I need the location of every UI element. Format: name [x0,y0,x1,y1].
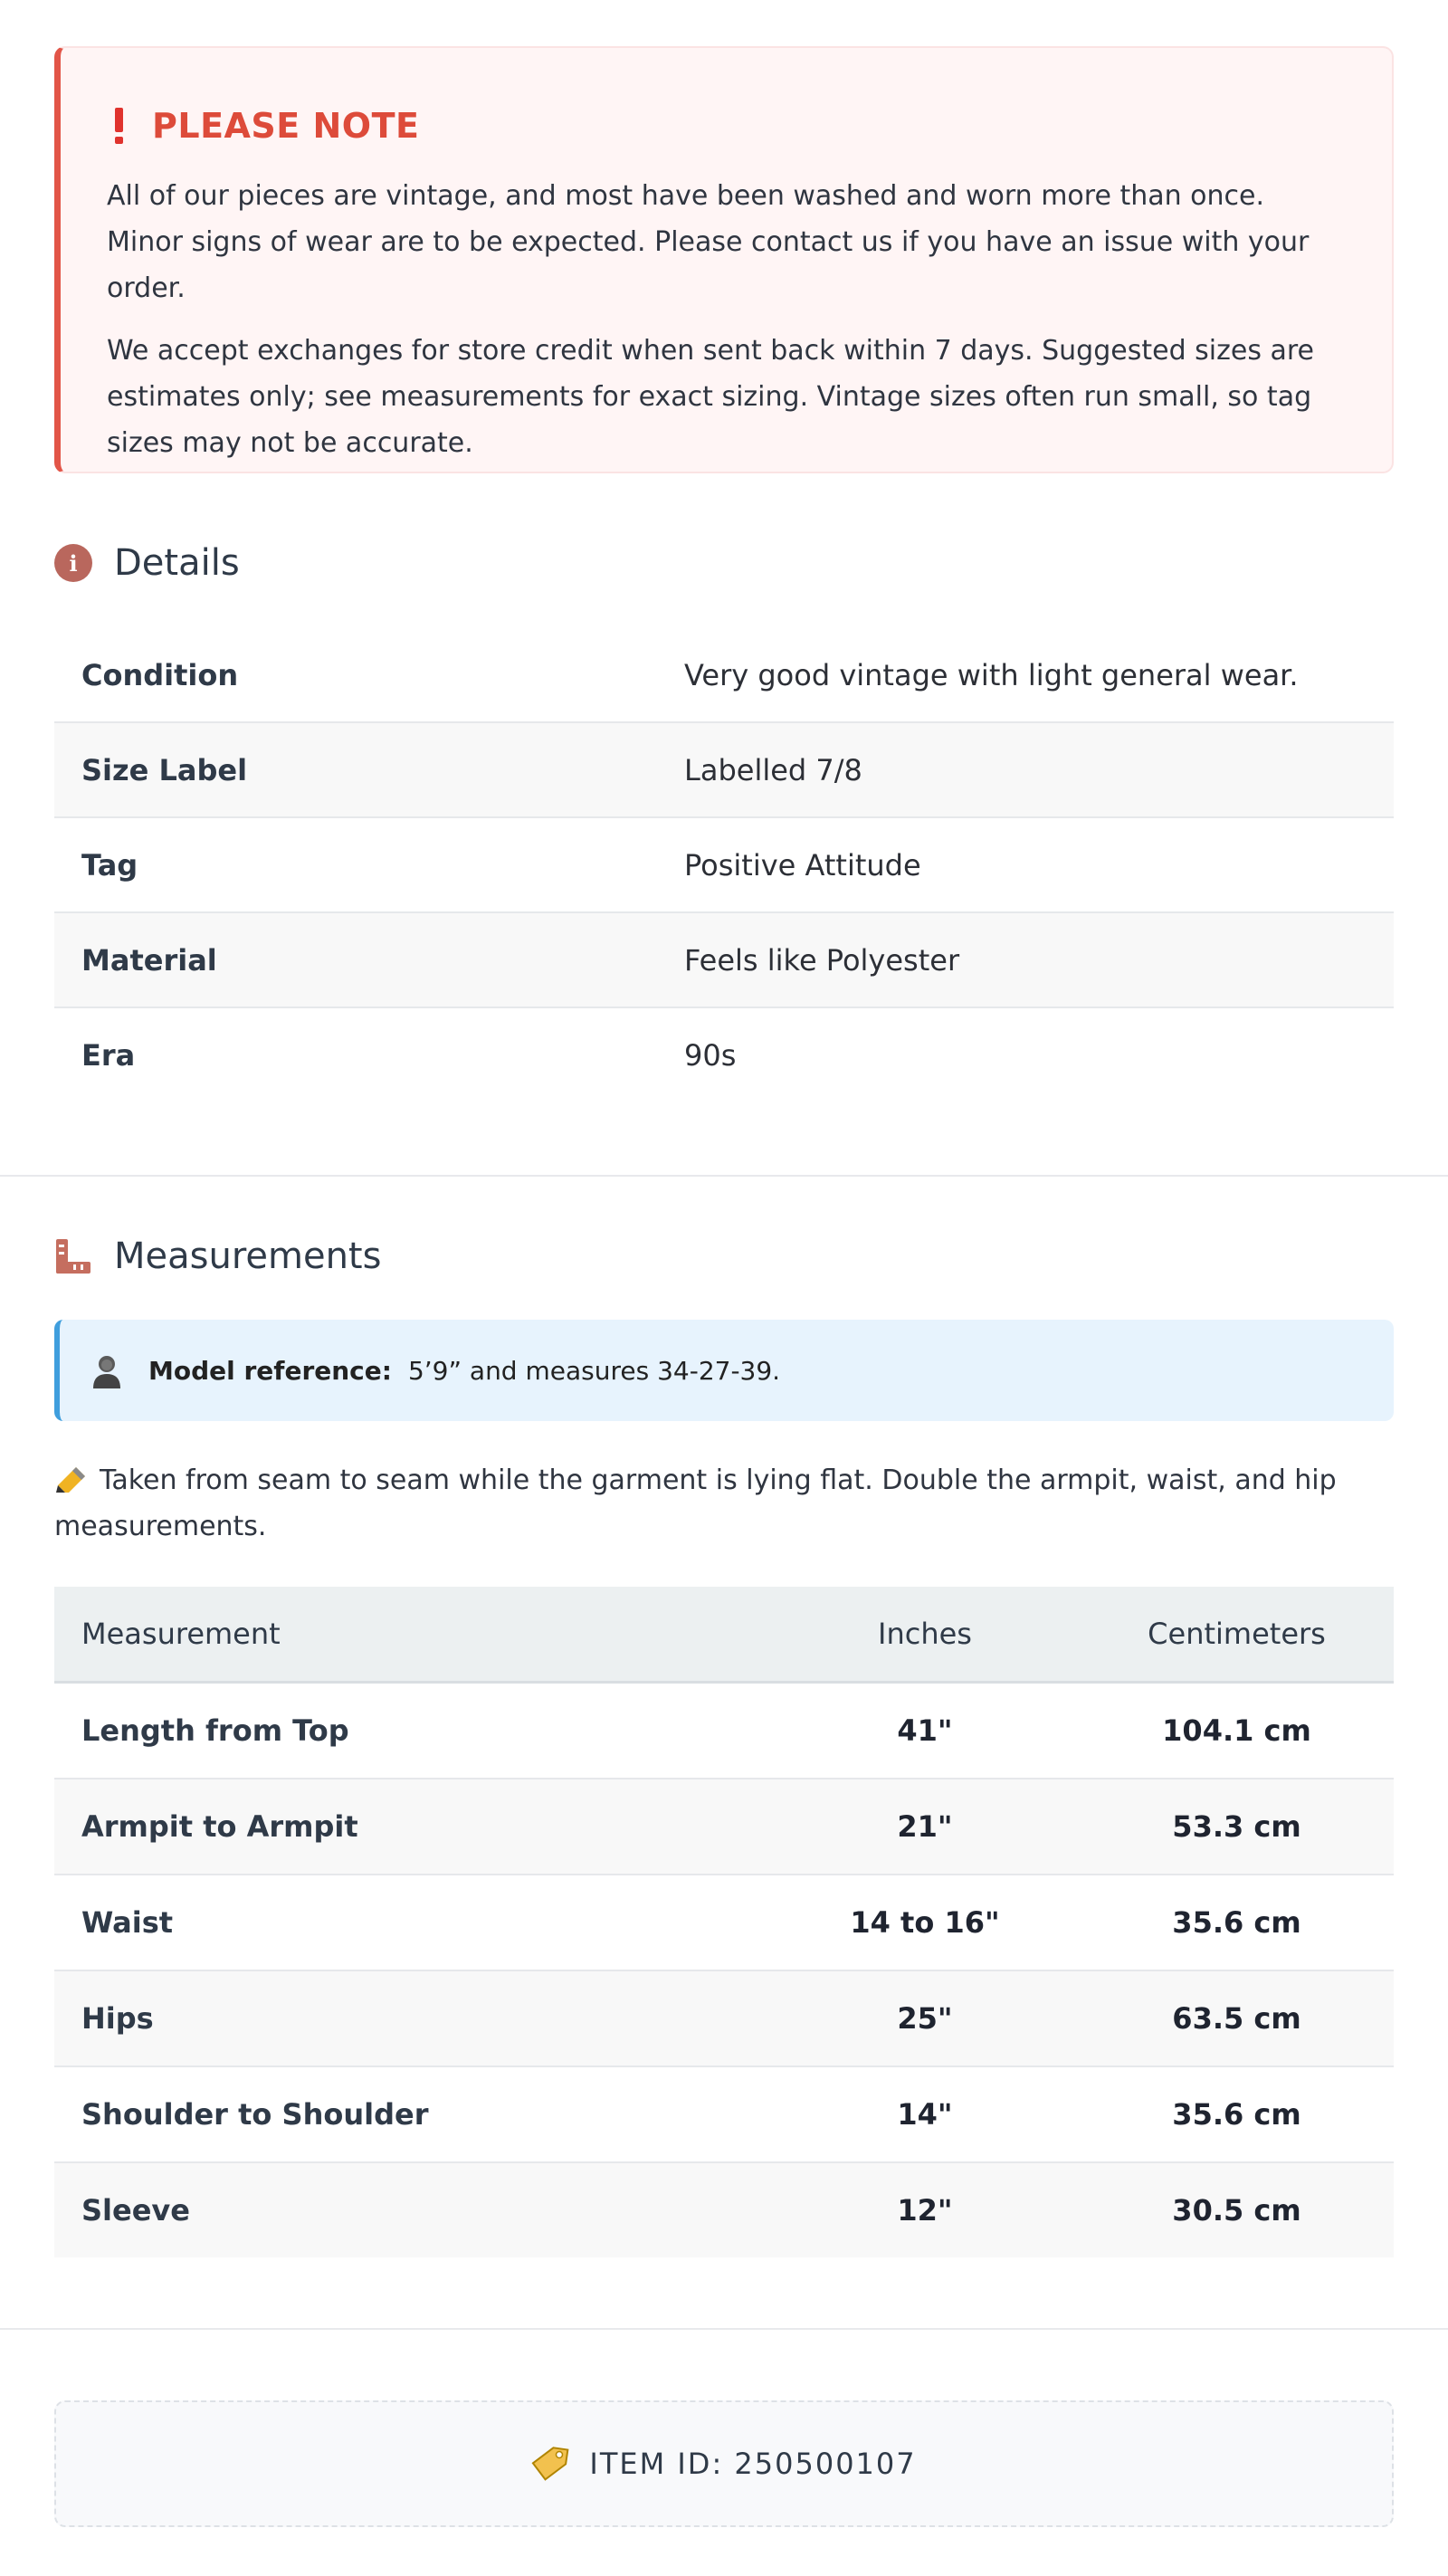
measurement-cm: 63.5 cm [1080,1970,1394,2066]
measurement-name: Length from Top [54,1683,770,1779]
measurement-inches: 25" [770,1970,1080,2066]
measurements-header [54,1229,1394,1283]
details-table-wrapper [54,628,1394,1102]
table-row [54,722,1394,817]
details-header [54,536,1394,590]
table-header-row [54,1587,1394,1683]
notice-paragraph-1: All of our pieces are vintage, and most have been washed and worn more than once. Minor signs of wear are to be expected. Please contact us if you have an issue with your order. [107,180,1310,304]
detail-value: 90s [684,1037,737,1073]
detail-value: Labelled 7/8 [657,722,1394,817]
model-reference-label: Model reference: [148,1355,392,1386]
item-id-box [54,2400,1394,2527]
notice-title: PLEASE NOTE [152,106,420,146]
notice-paragraph-2: We accept exchanges for store credit when sent back within 7 days. Suggested sizes are estimates only; see measurements for exact sizing. Vintage sizes often run small, so tag sizes may not be accurate. [107,335,1315,459]
header-inches: Inches [770,1587,1080,1683]
detail-value: Very good vintage with light general wear. [657,628,1394,722]
model-reference-box [54,1320,1394,1421]
measurement-name: Sleeve [54,2162,770,2257]
detail-label: Era [81,1037,136,1073]
section-divider [0,2328,1448,2330]
table-row [54,2162,1394,2257]
measurement-cm: 35.6 cm [1080,1875,1394,1970]
measurement-inches: 41" [770,1683,1080,1779]
measurement-cm: 104.1 cm [1080,1683,1394,1779]
notice-box [54,46,1394,473]
tag-icon [531,2445,569,2483]
measurement-cm: 30.5 cm [1080,2162,1394,2257]
ruler-icon [54,1237,92,1275]
measurements-table-wrapper [54,1587,1394,2257]
table-row [54,1970,1394,2066]
table-row [54,628,1394,722]
person-icon [90,1352,123,1388]
detail-value: Positive Attitude [657,817,1394,912]
measurement-inches: 14" [770,2066,1080,2162]
measurement-note-text: Taken from seam to seam while the garment is lying flat. Double the armpit, waist, and hip measurements. [54,1465,1337,1542]
detail-label: Material [54,912,657,1007]
detail-value: Feels like Polyester [657,912,1394,1007]
table-row [54,1683,1394,1779]
detail-label: Size Label [54,722,657,817]
pencil-icon [54,1465,89,1493]
measurement-cm: 53.3 cm [1080,1779,1394,1875]
info-icon: i [54,544,92,582]
measurement-cm: 35.6 cm [1080,2066,1394,2162]
section-divider [0,1175,1448,1177]
details-title: Details [114,542,240,584]
table-row [54,1875,1394,1970]
measurement-name: Shoulder to Shoulder [54,2066,770,2162]
model-reference-value: 5’9” and measures 34-27-39. [407,1355,781,1386]
table-row [54,817,1394,912]
measurements-table [54,1587,1394,2257]
measurement-name: Waist [54,1875,770,1970]
table-row [54,2066,1394,2162]
measurements-title: Measurements [114,1236,382,1277]
header-measurement: Measurement [54,1587,770,1683]
measurement-name: Hips [54,1970,770,2066]
measurement-name: Armpit to Armpit [54,1779,770,1875]
measurement-note [54,1457,1394,1550]
header-centimeters: Centimeters [1080,1587,1394,1683]
item-id-label: ITEM ID: 250500107 [589,2447,917,2481]
notice-header [107,102,1347,149]
table-row [54,912,1394,1007]
table-row [54,1779,1394,1875]
measurement-inches: 21" [770,1779,1080,1875]
table-row [54,1007,1394,1102]
detail-label: Condition [54,628,657,722]
measurement-inches: 12" [770,2162,1080,2257]
detail-label: Tag [54,817,657,912]
exclamation-icon [112,108,125,144]
details-table [54,628,1394,1102]
measurement-inches: 14 to 16" [770,1875,1080,1970]
